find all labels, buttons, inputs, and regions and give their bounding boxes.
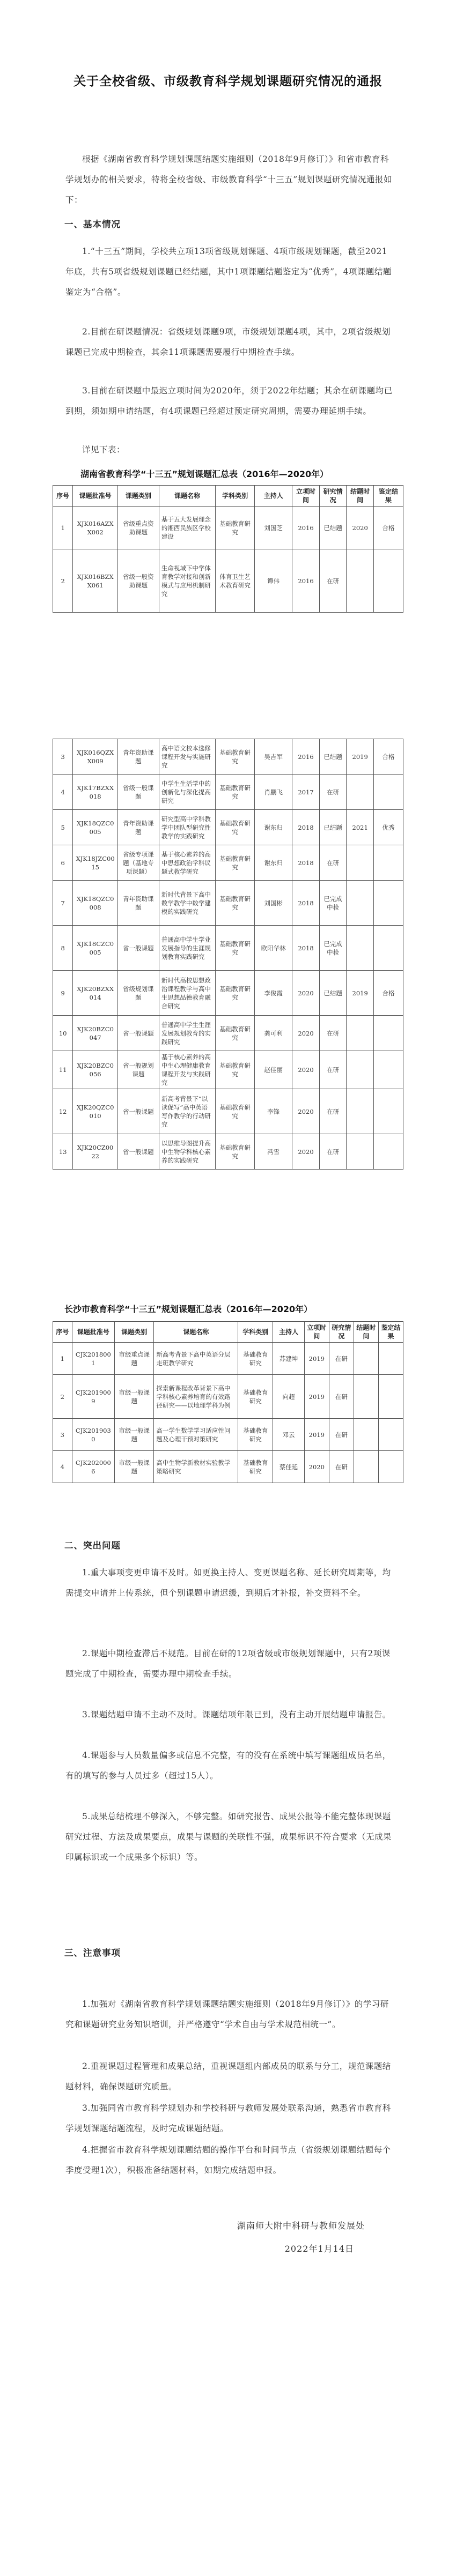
table-cell	[347, 881, 374, 926]
table-row	[53, 549, 403, 613]
header-cell: 鉴定结果	[373, 486, 403, 507]
table-cell: 省级规划课题	[117, 971, 159, 1016]
table-cell: 2019	[304, 1343, 329, 1375]
table-cell: 基础教育研究	[216, 881, 255, 926]
table-cell: 12	[53, 1089, 73, 1134]
table-cell: 已结题	[319, 810, 347, 845]
table-cell: 刘国芝	[254, 507, 292, 549]
table-cell: CJK2020006	[72, 1451, 115, 1483]
section3-paragraph-1: 1.加强对《湖南省教育科学规划课题结题实施细则（2018年9月修订）》的学习研究和课题研究业务知识培训，并严格遵守“学术自由与学术规范相统一”。	[65, 1999, 389, 2029]
table-cell: 基础教育研究	[216, 1089, 255, 1134]
table-cell: 新时代背景下高中数学教学中数学建模的实践研究	[159, 881, 216, 926]
table-row	[53, 1051, 403, 1089]
table-cell: 在研	[319, 1134, 347, 1170]
header-cell: 立项时间	[304, 1322, 329, 1343]
table-cell: 基础教育研究	[238, 1451, 273, 1483]
table-cell: 基础教育研究	[216, 739, 255, 775]
intro-paragraph: 根据《湖南省教育科学规划课题结题实施细则（2018年9月修订）》和省市教育科学规划办的相关要求，特将全校省级、市级教育科学“十三五”规划课题研究情况通报如下：	[65, 154, 392, 205]
table3-header-row	[53, 1322, 403, 1343]
signature-date: 2022年1月14日	[284, 2244, 354, 2254]
table-cell: 体育卫生艺术教育研究	[216, 549, 255, 613]
table-cell: 蔡佳延	[273, 1451, 305, 1483]
table-cell: 谢东归	[254, 810, 292, 845]
table-cell: 合格	[373, 507, 403, 549]
table-cell: 李俊霞	[254, 971, 292, 1016]
table-cell: 5	[53, 810, 73, 845]
table-cell: 基础教育研究	[216, 971, 255, 1016]
table-cell: 基础教育研究	[216, 845, 255, 881]
table-row	[53, 1343, 403, 1375]
table-cell	[347, 1016, 374, 1051]
table-cell: 已结题	[319, 971, 347, 1016]
table-cell: 2020	[304, 1451, 329, 1483]
table-cell: XJK18CZC0005	[73, 926, 118, 971]
table-cell: 欧阳华林	[254, 926, 292, 971]
header-cell: 结题时间	[354, 1322, 378, 1343]
table-cell	[373, 881, 403, 926]
table-row	[53, 775, 403, 810]
table-cell: 新高考背景下高中英语分层走班教学研究	[154, 1343, 238, 1375]
section3-paragraph-2: 2.重视课题过程管理和成果总结，重视课题组内部成员的联系与分工，规范课题结题材料，确保课题研究质量。	[65, 2061, 391, 2091]
table-cell	[378, 1343, 403, 1375]
table-cell: 2	[53, 1375, 72, 1419]
table-cell	[373, 1134, 403, 1170]
section2-paragraph-3: 3.课题结题申请不主动不及时。课题结项年限已到，没有主动开展结题申请报告。	[82, 1710, 391, 1719]
header-cell: 课题名称	[154, 1322, 238, 1343]
table-cell: 2019	[347, 971, 374, 1016]
table-cell: 2016	[292, 739, 320, 775]
table-cell	[354, 1419, 378, 1451]
section1-paragraph-3: 3.目前在研课题中最迟立项时间为2020年，须于2022年结题；其余在研课题均已到期，须如期申请结题，有4项课题已经超过预定研究周期，需要办理延期手续。	[65, 386, 393, 416]
table-cell: 基础教育研究	[216, 507, 255, 549]
table-cell: 向超	[273, 1375, 305, 1419]
document-title: 关于全校省级、市级教育科学规划课题研究情况的通报	[73, 75, 383, 89]
table-cell: 2	[53, 549, 73, 613]
table-cell: 9	[53, 971, 73, 1016]
table-cell: 7	[53, 881, 73, 926]
table-cell: XJK17BZXX018	[73, 775, 118, 810]
section2-paragraph-5: 5.成果总结梳理不够深入，不够完整。如研究报告、成果公报等不能完整体现课题研究过程、方法及成果要点，成果与课题的关联性不强，成果标识不符合要求（无成果印属标识或一个成果多个标识）等。	[65, 1812, 392, 1862]
table-cell: 基础教育研究	[238, 1343, 273, 1375]
table-cell: 普通高中学生生涯发展规划教育的实践研究	[159, 1016, 216, 1051]
table-cell: 市级重点课题	[115, 1343, 154, 1375]
table-cell: 11	[53, 1051, 73, 1089]
table-row	[53, 926, 403, 971]
table-cell	[373, 1051, 403, 1089]
table-cell: 以思维导图提升高中生物学科核心素养的实践研究	[159, 1134, 216, 1170]
table-cell: 省一般课题	[117, 1134, 159, 1170]
table-cell: 龚可利	[254, 1016, 292, 1051]
table-cell: 在研	[319, 775, 347, 810]
table-cell: XJK016QZXX009	[73, 739, 118, 775]
table-cell: 2018	[292, 810, 320, 845]
table-cell: 基础教育研究	[216, 1134, 255, 1170]
table3	[53, 1321, 403, 1483]
table-cell: 省一般课题	[117, 1016, 159, 1051]
table-cell: 基于核心素养的高中生心理健康教育课程开发与实践研究	[159, 1051, 216, 1089]
table-cell: 2020	[292, 1016, 320, 1051]
table-row	[53, 507, 403, 549]
table-cell: 3	[53, 1419, 72, 1451]
section3-paragraph-4: 4.把握省市教育科学规划课题结题的操作平台和时间节点（省级规划课题结题每个季度受理1次），积极准备结题材料，如期完成结题申报。	[65, 2145, 391, 2175]
table-cell: 2020	[292, 971, 320, 1016]
table-cell: 基础教育研究	[216, 810, 255, 845]
table-cell: 在研	[329, 1451, 354, 1483]
table-row	[53, 1451, 403, 1483]
table-cell: 2020	[347, 507, 374, 549]
table-cell: 在研	[319, 845, 347, 881]
table-cell: CJK2019009	[72, 1375, 115, 1419]
table-cell: 优秀	[373, 810, 403, 845]
table-cell: XJK20BZXX014	[73, 971, 118, 1016]
header-cell: 结题时间	[347, 486, 374, 507]
table-cell: 谢东归	[254, 845, 292, 881]
table-cell: 冯雪	[254, 1134, 292, 1170]
table-cell	[354, 1343, 378, 1375]
table-cell: 2019	[347, 739, 374, 775]
table-cell: 刘国彬	[254, 881, 292, 926]
table-cell	[347, 549, 374, 613]
table-cell: 探索新课程改革背景下高中学科核心素养培育的有效路径研究——以地理学科为例	[154, 1375, 238, 1419]
table-cell: 新高考背景下“以读促写”高中英语写作教学的行动研究	[159, 1089, 216, 1134]
table-cell: 2016	[292, 507, 320, 549]
section1-paragraph-2: 2.目前在研课题情况：省级规划课题9项，市级规划课题4项，其中，2项省级规划课题已完成中期检查，其余11项课题需要履行中期检查手续。	[65, 327, 391, 357]
section2-heading: 二、突出问题	[64, 1540, 121, 1551]
table-cell: 肖鹏飞	[254, 775, 292, 810]
table-cell: CJK2019030	[72, 1419, 115, 1451]
table-cell: 省级专项课题（基地专项课题）	[117, 845, 159, 881]
table-cell	[378, 1375, 403, 1419]
table-cell: 青年资助课题	[117, 881, 159, 926]
table-cell: 基于核心素养的高中思想政治学科议题式教学研究	[159, 845, 216, 881]
table-cell: 已结题	[319, 739, 347, 775]
table-cell: 基于五大发展理念的湘西民族区学校建设	[159, 507, 216, 549]
table-cell: 基础教育研究	[216, 1051, 255, 1089]
header-cell: 立项时间	[292, 486, 320, 507]
section2-paragraph-1: 1.重大事项变更申请不及时。如更换主持人、变更课题名称、延长研究周期等，均需提交申请并上传系统，但个别课题申请迟缓，到期后才补报，补交资料不全。	[65, 1568, 391, 1598]
table-cell: XJK18QZC0008	[73, 881, 118, 926]
table-cell	[354, 1451, 378, 1483]
section2-paragraph-4: 4.课题参与人员数量偏多或信息不完整，有的没有在系统中填写课题组成员名单，有的填写的参与人员过多（超过15人）。	[65, 1751, 391, 1781]
table-cell: 1	[53, 507, 73, 549]
table-cell: 在研	[319, 1089, 347, 1134]
table-cell: 2021	[347, 810, 374, 845]
table-cell	[373, 926, 403, 971]
table-cell: 2019	[304, 1375, 329, 1419]
table-cell: 基础教育研究	[216, 1016, 255, 1051]
table-cell: 邓云	[273, 1419, 305, 1451]
table-cell: 普通高中学生学业发展指导的生涯规划教育实践研究	[159, 926, 216, 971]
header-cell: 学科类别	[238, 1322, 273, 1343]
header-cell: 序号	[53, 1322, 72, 1343]
table-cell: 高一学生数学学习适应性问题及心理干预对策研究	[154, 1419, 238, 1451]
table-cell: 已完成中检	[319, 881, 347, 926]
table-cell: 市级一般课题	[115, 1419, 154, 1451]
table-cell: 3	[53, 739, 73, 775]
header-cell: 课题名称	[159, 486, 216, 507]
table-cell: 基础教育研究	[238, 1419, 273, 1451]
table-cell	[347, 1089, 374, 1134]
table-cell: 1	[53, 1343, 72, 1375]
table-cell: 省一般课题	[117, 1089, 159, 1134]
table-cell: 在研	[319, 1016, 347, 1051]
table-cell: 吴吉军	[254, 739, 292, 775]
table-cell: 基础教育研究	[216, 926, 255, 971]
table-row	[53, 739, 403, 775]
table-cell: 2020	[292, 1134, 320, 1170]
table-cell	[347, 845, 374, 881]
table-cell	[373, 1016, 403, 1051]
table-row	[53, 810, 403, 845]
table-cell: 2020	[292, 1089, 320, 1134]
table-cell	[378, 1451, 403, 1483]
table-cell: 基础教育研究	[238, 1375, 273, 1419]
table-cell: 高中生物学新教材实验教学策略研究	[154, 1451, 238, 1483]
table-cell: 研究型高中学科教学中团队型研究性教学的实践研究	[159, 810, 216, 845]
table-cell: 2018	[292, 881, 320, 926]
table-cell: 已完成中检	[319, 926, 347, 971]
table-cell: 10	[53, 1016, 73, 1051]
header-cell: 课题类别	[115, 1322, 154, 1343]
table-cell: XJK18JZC0015	[73, 845, 118, 881]
table-cell: 6	[53, 845, 73, 881]
table-cell	[347, 775, 374, 810]
table-cell: 青年资助课题	[117, 810, 159, 845]
table-cell: 省级重点资助课题	[117, 507, 159, 549]
table-cell: 合格	[373, 971, 403, 1016]
table-cell: 13	[53, 1134, 73, 1170]
header-cell: 课题类别	[117, 486, 159, 507]
table-cell	[373, 549, 403, 613]
header-cell: 课题批准号	[73, 486, 118, 507]
table-cell: 在研	[319, 549, 347, 613]
table3-caption: 长沙市教育科学“十三五”规划课题汇总表（2016年—2020年）	[64, 1304, 313, 1314]
table-cell: 省级一般资助课题	[117, 549, 159, 613]
header-cell: 研究情况	[329, 1322, 354, 1343]
table-cell	[347, 1051, 374, 1089]
section1-paragraph-4: 详见下表：	[82, 445, 126, 455]
table-cell: 谭伟	[254, 549, 292, 613]
table-cell: 2018	[292, 926, 320, 971]
header-cell: 序号	[53, 486, 73, 507]
table-cell: 基础教育研究	[216, 775, 255, 810]
header-cell: 学科类别	[216, 486, 255, 507]
section3-paragraph-3: 3.加强同省市教育科学规划办和学校科研与教师发展处联系沟通，熟悉省市教育科学规划课题结题流程，及时完成课题结题。	[65, 2103, 391, 2133]
table-cell: 在研	[319, 1051, 347, 1089]
table-row	[53, 1375, 403, 1419]
table-cell: XJK20BZC0056	[73, 1051, 118, 1089]
table-cell: XJK20BZC0047	[73, 1016, 118, 1051]
table-cell: 赵佳丽	[254, 1051, 292, 1089]
table-cell: 省一般课题	[117, 926, 159, 971]
table-cell: 省一般规划课题	[117, 1051, 159, 1089]
table-cell	[373, 775, 403, 810]
table-cell	[373, 845, 403, 881]
table-cell: 4	[53, 1451, 72, 1483]
table-cell: 生命视域下中学体育教学对接和创新模式与应用机制研究	[159, 549, 216, 613]
table-cell: 李锋	[254, 1089, 292, 1134]
table-cell: XJK016BZXX061	[73, 549, 118, 613]
table-cell: CJK2018001	[72, 1343, 115, 1375]
table-cell: 2016	[292, 549, 320, 613]
table-row	[53, 971, 403, 1016]
table-row	[53, 1089, 403, 1134]
table-cell: 8	[53, 926, 73, 971]
table2	[53, 739, 403, 1170]
table-cell: 合格	[373, 739, 403, 775]
table-cell: XJK016AZXX002	[73, 507, 118, 549]
table-cell	[373, 1089, 403, 1134]
table-cell: 市级一般课题	[115, 1451, 154, 1483]
table-row	[53, 1134, 403, 1170]
section1-heading: 一、基本情况	[64, 219, 121, 229]
signature-org: 湖南师大附中科研与教师发展处	[237, 2221, 365, 2231]
table-cell: 4	[53, 775, 73, 810]
table-row	[53, 845, 403, 881]
table-cell: 2018	[292, 845, 320, 881]
table-cell: 省级一般课题	[117, 775, 159, 810]
table-cell: 2019	[304, 1419, 329, 1451]
header-cell: 鉴定结果	[378, 1322, 403, 1343]
table-cell	[354, 1375, 378, 1419]
table-cell: 在研	[329, 1375, 354, 1419]
table-row	[53, 881, 403, 926]
table-cell: XJK18QZC0005	[73, 810, 118, 845]
table-cell: 在研	[329, 1343, 354, 1375]
table-cell	[347, 926, 374, 971]
table-row	[53, 1419, 403, 1451]
table-cell: 新时代高校思想政治课程教学与高中生思想品德教育融合研究	[159, 971, 216, 1016]
table-cell: 市级一般课题	[115, 1375, 154, 1419]
table-cell: 高中语文校本选修课程开发与实施研究	[159, 739, 216, 775]
section3-heading: 三、注意事项	[64, 1948, 121, 1958]
header-cell: 研究情况	[319, 486, 347, 507]
table-cell: 苏建坤	[273, 1343, 305, 1375]
header-cell: 主持人	[273, 1322, 305, 1343]
table-cell	[378, 1419, 403, 1451]
table-row	[53, 1016, 403, 1051]
table-cell: 2020	[292, 1051, 320, 1089]
table-cell	[347, 1134, 374, 1170]
table1-header-row	[53, 486, 403, 507]
table-cell: 青年资助课题	[117, 739, 159, 775]
header-cell: 主持人	[254, 486, 292, 507]
table1-caption: 湖南省教育科学“十三五”规划课题汇总表（2016年—2020年）	[80, 469, 329, 479]
header-cell: 课题批准号	[72, 1322, 115, 1343]
table-cell: 在研	[329, 1419, 354, 1451]
table-cell: XJK20QZC0010	[73, 1089, 118, 1134]
table-cell: 2017	[292, 775, 320, 810]
table-cell: 中学生生活学中的创新化与深化提高研究	[159, 775, 216, 810]
table1	[53, 485, 403, 613]
table-cell: 已结题	[319, 507, 347, 549]
section1-paragraph-1: 1.“十三五”期间，学校共立项13项省级规划课题、4项市级规划课题，截至2021年底，共有5项省级规划课题已经结题，其中1项课题结题鉴定为“优秀”，4项课题结题鉴定为“合格”。	[65, 247, 392, 297]
table-cell: XJK20CZ0022	[73, 1134, 118, 1170]
section2-paragraph-2: 2.课题中期检查滞后不规范。目前在研的12项省级或市级规划课题中，只有2项课题完成了中期检查，需要办理中期检查手续。	[65, 1649, 391, 1679]
